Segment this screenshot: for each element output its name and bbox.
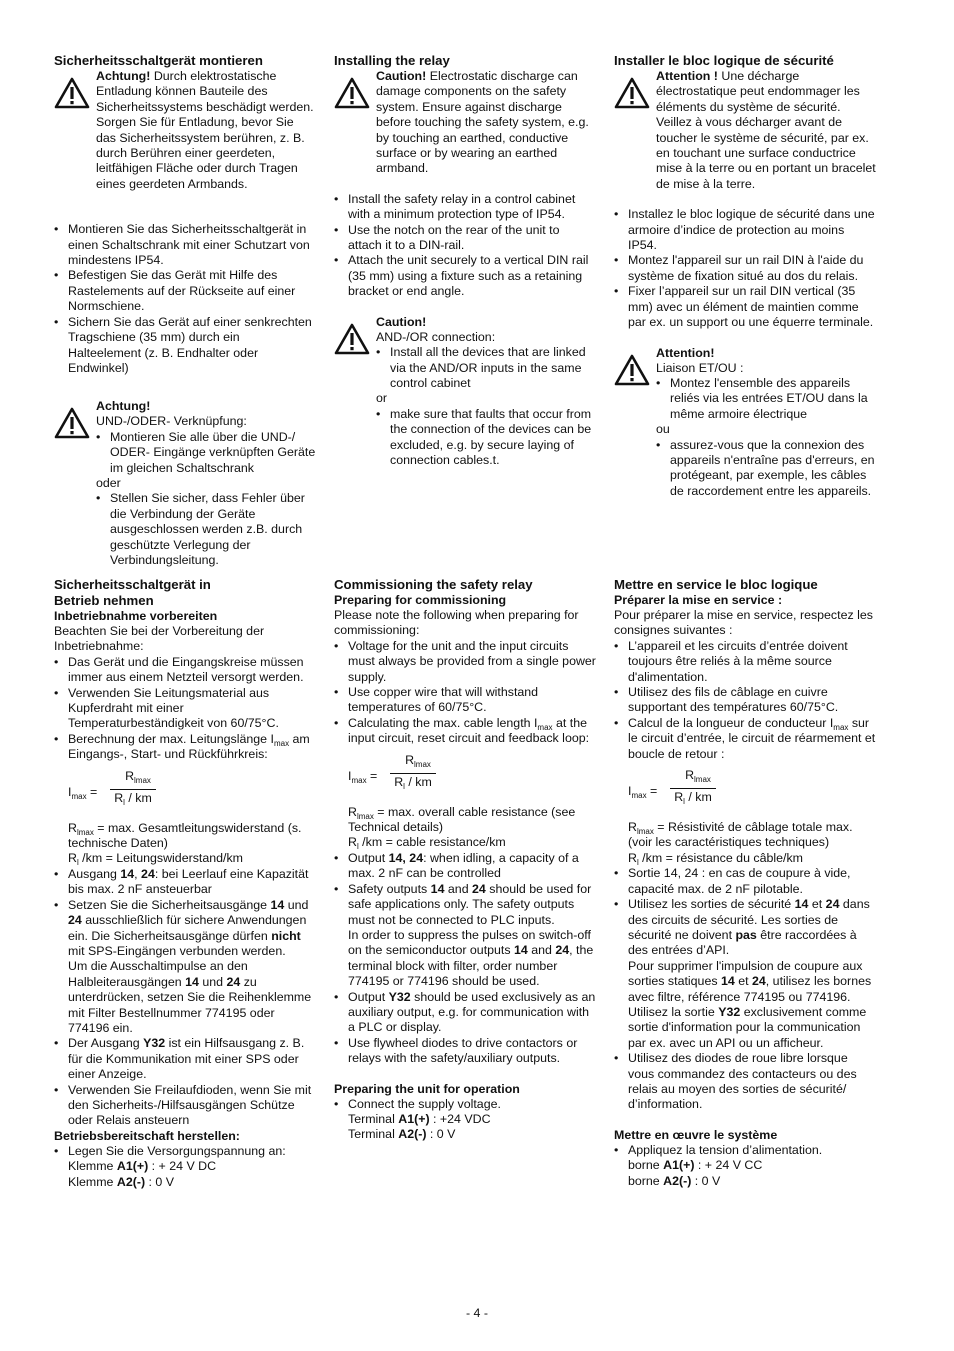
subsection-title: Préparer la mise en service : [614, 593, 783, 607]
section-title: Installer le bloc logique de sécurité [614, 53, 834, 68]
list-item: • Installez le bloc logique de sécurité dans une armoire d’indice de protection au moins IP54. [614, 207, 876, 253]
cable-length-formula: $I_{max}$ = $R_{lmax}$ $R_l$ / km [348, 753, 596, 799]
install-list [334, 192, 596, 300]
section-title: Sicherheitsschaltgerät in Betrieb nehmen [54, 577, 211, 608]
de-install-section [54, 53, 316, 568]
list-item: • Attach the unit securely to a vertical DIN rail (35 mm) using a fixture such as a retaining bracket or end angle. [334, 253, 596, 299]
list-item: • Montieren Sie das Sicherheitsschaltgerät in einen Schaltschrank mit einer Schutzart von mindestens IP54. [54, 222, 316, 268]
warning-triangle-icon [614, 354, 650, 386]
warning-triangle-icon [54, 407, 90, 439]
list-item: • make sure that faults that occur from the connection of the devices can be excluded, e.g. by secure laying of connection cables.t. [376, 407, 596, 469]
list-item: • Montez l'appareil sur un rail DIN à l'aide du système de fixation situé au dos du relais. [614, 253, 876, 284]
en-commissioning-section: Commissioning the safety relay Preparing for commissioning Please note the following when preparing for commissioning: • Voltage for the unit and the input circuits must always be provided from a single power supply. • Use copper wire that will withstand temperatures of 60/75°C. • Calculating the max. cable length $I_{max}$ at the input circuit, reset circuit and feedback loop: $I_{max}$ = $R_{lmax}$ $R_l$ / km $R_{lmax} = \max$. overall cable resistance (see Technical details) $R_l$ /km = cable resistance/km • Output 14, 24: when idling, a capacity of a max. 2 nF can be controlled • Safety outputs 14 and 24 should be used for safe applications only. The safety outputs must not be connected to PLC inputs. In order to suppress the pulses on switch-off on the semiconductor outputs 14 and 24, the terminal block with filter, order number 774195 or 774196 should be used. • Output Y32 should be used exclusively as an auxiliary output, e.g. for communication with a PLC or display. • Use flywheel diodes to drive contactors or relays with the safety/auxiliary outputs. Preparing the unit for operation • Connect the supply voltage. Terminal A1(+) : +24 VDC Terminal A2(-) : 0 V [334, 577, 596, 1143]
caution-esd: Attention ! Une décharge électrostatique peut endommager les éléments du système de sécurité. Veillez à vous décharger avant de toucher le système de sécurité, par ex. en touchant une surface conductrice mise à la terre ou en portant un bracelet de mise à la terre. [614, 69, 876, 192]
fr-install-section [614, 53, 876, 499]
warning-triangle-icon [614, 77, 650, 109]
caution-esd: Achtung! Durch elektrostatische Entladung können Bauteile des Sicherheitssystems beschädigt werden. Sorgen Sie für Entladung, bevor Sie das Sicherheitssystem berühren, z. B. durch Berühren einer geerdeten, leitfähigen Fläche oder durch Tragen eines geerdeten Armbands. [54, 69, 316, 192]
list-item: • Sortie 14, 24 : en cas de coupure à vide, capacité max. de 2 nF pilotable. [614, 866, 876, 897]
list-item: • Ausgang 14, 24: bei Leerlauf eine Kapazität bis max. 2 nF ansteuerbar [54, 867, 316, 898]
list-item: • Berechnung der max. Leitungslänge $I_{max}$ am Eingangs-, Start- und Rückführkreis: [54, 732, 316, 763]
subsection-title: Preparing the unit for operation [334, 1081, 520, 1096]
list-item: • Sichern Sie das Gerät auf einer senkrechten Tragschiene (35 mm) durch ein Halteelement (z. B. Endhalter oder Endwinkel) [54, 315, 316, 377]
list-item: • Montieren Sie alle über die UND-/ ODER- Eingänge verknüpften Geräte im gleichen Schaltschrank [96, 430, 316, 476]
list-item: • Utilisez des fils de câblage en cuivre supportant des températures 60/75°C. [614, 685, 876, 716]
list-item: • Calculating the max. cable length $I_{max}$ at the input circuit, reset circuit and feedback loop: [334, 716, 596, 747]
list-item: • Der Ausgang Y32 ist ein Hilfsausgang z. B. für die Kommunikation mit einer SPS oder einer Anzeige. [54, 1036, 316, 1082]
list-item: • Use copper wire that will withstand temperatures of 60/75°C. [334, 685, 596, 716]
page-number: - 4 - [465, 1306, 489, 1320]
list-item: • assurez-vous que la connexion des appareils n'entraîne pas d'erreurs, en protégeant, par exemple, les câbles de raccordement entre les appareils. [656, 438, 876, 500]
list-item: • Stellen Sie sicher, dass Fehler über die Verbindung der Geräte ausgeschlossen werden z.B. durch geschützte Verlegung der Verbindungsleitung. [96, 491, 316, 568]
list-item: • Use flywheel diodes to drive contactors or relays with the safety/auxiliary outputs. [334, 1036, 596, 1067]
list-item: • Output 14, 24: when idling, a capacity of a max. 2 nF can be controlled [334, 851, 596, 882]
cable-length-formula: $I_{max}$ = $R_{lmax}$ $R_l$ / km [628, 768, 876, 814]
cable-length-formula: $I_{max}$ = $R_{lmax}$ $R_l$ / km [68, 769, 316, 815]
list-item: • Verwenden Sie Leitungsmaterial aus Kupferdraht mit einer Temperaturbeständigkeit von 60/75°C. [54, 686, 316, 732]
list-item: • Calcul de la longueur de conducteur $I_{max}$ sur le circuit d’entrée, le circuit de réarmement et boucle de retour : [614, 716, 876, 762]
caution-and-or: Caution! AND-/OR connection: • Install all the devices that are linked via the AND/OR inputs in the same control cabinet or • make sure that faults that occur from the connection of the devices can be excluded, e.g. by secure laying of connection cables.t. [334, 315, 596, 469]
section-title: Mettre en service le bloc logique [614, 577, 818, 592]
list-item: • Install all the devices that are linked via the AND/OR inputs in the same control cabinet [376, 345, 596, 391]
install-list [54, 222, 316, 376]
section-title: Installing the relay [334, 53, 450, 68]
list-item: • Utilisez les sorties de sécurité 14 et 24 dans des circuits de sécurité. Les sorties de sécurité ne doivent pas être raccordées à des entrées d’API. Pour supprimer l'impulsion de coupure aux sorties statiques 14 et 24, utilisez les bornes avec filtre, référence 774195 ou 774196. Utilisez la sortie Y32 exclusivement comme sortie d'information pour la communication par ex. avec un API ou un afficheur. [614, 897, 876, 1051]
list-item: • Legen Sie die Versorgungspannung an: Klemme A1(+) : + 24 V DC Klemme A2(-) : 0 V [54, 1144, 316, 1190]
list-item: • Das Gerät und die Eingangskreise müssen immer aus einem Netzteil versorgt werden. [54, 655, 316, 686]
caution-and-or: Attention! Liaison ET/OU : • Montez l'ensemble des appareils reliés via les entrées ET/OU dans la même armoire électrique ou • assurez-vous que la connexion des appareils n'entraîne pas d'erreurs, en protégeant, par exemple, les câbles de raccordement entre les appareils. [614, 346, 876, 500]
list-item: • Output Y32 should be used exclusively as an auxiliary output, e.g. for communication with a PLC or display. [334, 990, 596, 1036]
subsection-title: Mettre en œuvre le système [614, 1127, 778, 1142]
list-item: • Connect the supply voltage. Terminal A1(+) : +24 VDC Terminal A2(-) : 0 V [334, 1097, 596, 1143]
subsection-title: Betriebsbereitschaft herstellen: [54, 1128, 240, 1143]
caution-esd: Caution! Electrostatic discharge can damage components on the safety system. Ensure against discharge before touching the safety system, e.g. by touching an earthed, conductive surface or by wearing an earthed armband. [334, 69, 596, 177]
warning-triangle-icon [334, 77, 370, 109]
list-item: • Utilisez des diodes de roue libre lorsque vous commandez des contacteurs ou des relais au moyen des sorties de sécurité/ d’information. [614, 1051, 876, 1113]
en-install-section [334, 53, 596, 468]
fr-commissioning-section: Mettre en service le bloc logique Préparer la mise en service : Pour préparer la mise en service, respectez les consignes suivantes : • L’appareil et les circuits d’entrée doivent toujours être reliés à la même source d'alimentation. • Utilisez des fils de câblage en cuivre supportant des températures 60/75°C. • Calcul de la longueur de conducteur $I_{max}$ sur le circuit d’entrée, le circuit de réarmement et boucle de retour : $I_{max}$ = $R_{lmax}$ $R_l$ / km $R_{lmax}$ = Résistivité de câblage totale max. (voir les caractéristiques techniques) $R_l$ /km = résistance du câble/km • Sortie 14, 24 : en cas de coupure à vide, capacité max. de 2 nF pilotable. • Utilisez les sorties de sécurité 14 et 24 dans des circuits de sécurité. Les sorties de sécurité ne doivent pas être raccordées à des entrées d’API. Pour supprimer l'impulsion de coupure aux sorties statiques 14 et 24, utilisez les bornes avec filtre, référence 774195 ou 774196. Utilisez la sortie Y32 exclusivement comme sortie d'information pour la communication par ex. avec un API ou un afficheur. • Utilisez des diodes de roue libre lorsque vous commandez des contacteurs ou des relais au moyen des sorties de sécurité/ d’information. Mettre en œuvre le système • Appliquez la tension d’alimentation. borne A1(+) : + 24 V CC borne A2(-) : 0 V [614, 577, 876, 1189]
warning-triangle-icon [334, 323, 370, 355]
section-title: Sicherheitsschaltgerät montieren [54, 53, 263, 68]
list-item: • Install the safety relay in a control cabinet with a minimum protection type of IP54. [334, 192, 596, 223]
subsection-title: Inbetriebnahme vorbereiten [54, 609, 218, 623]
list-item: • Voltage for the unit and the input circuits must always be provided from a single power supply. [334, 639, 596, 685]
list-item: • Appliquez la tension d’alimentation. borne A1(+) : + 24 V CC borne A2(-) : 0 V [614, 1143, 876, 1189]
list-item: • Montez l'ensemble des appareils reliés via les entrées ET/OU dans la même armoire électrique [656, 376, 876, 422]
list-item: • Verwenden Sie Freilaufdioden, wenn Sie mit den Sicherheits-/Hilfsausgängen Schütze oder Relais ansteuern [54, 1083, 316, 1129]
list-item: • Fixer l’appareil sur un rail DIN vertical (35 mm) avec un élément de maintien comme par ex. un support ou une équerre terminale. [614, 284, 876, 330]
list-item: • Safety outputs 14 and 24 should be used for safe applications only. The safety outputs must not be connected to PLC inputs. In order to suppress the pulses on switch-off on the semiconductor outputs 14 and 24, the terminal block with filter, order number 774195 or 774196 should be used. [334, 882, 596, 990]
list-item: • Befestigen Sie das Gerät mit Hilfe des Rastelements auf der Rückseite auf einer Normschiene. [54, 268, 316, 314]
list-item: • Setzen Sie die Sicherheitsausgänge 14 und 24 ausschließlich für sichere Anwendungen ein. Die Sicherheitsausgänge dürfen nicht mit SPS-Eingängen verbunden werden. Um die Ausschaltimpulse an den Halbleiterausgängen 14 und 24 zu unterdrücken, setzen Sie die Reihenklemme mit Filter Bestellnummer 774195 oder 774196 ein. [54, 898, 316, 1037]
section-title: Commissioning the safety relay [334, 577, 533, 592]
subsection-title: Preparing for commissioning [334, 593, 507, 607]
caution-and-or: Achtung! UND-/ODER- Verknüpfung: • Montieren Sie alle über die UND-/ ODER- Eingänge verknüpften Geräte im gleichen Schaltschrank oder • Stellen Sie sicher, dass Fehler über die Verbindung der Geräte ausgeschlossen werden z.B. durch geschützte Verlegung der Verbindungsleitung. [54, 399, 316, 568]
install-list [614, 207, 876, 330]
warning-triangle-icon [54, 77, 90, 109]
list-item: • L’appareil et les circuits d’entrée doivent toujours être reliés à la même source d'alimentation. [614, 639, 876, 685]
list-item: • Use the notch on the rear of the unit to attach it to a DIN-rail. [334, 223, 596, 254]
de-commissioning-section: Sicherheitsschaltgerät in Betrieb nehmen Inbetriebnahme vorbereiten Beachten Sie bei der Vorbereitung der Inbetriebnahme: • Das Gerät und die Eingangskreise müssen immer aus einem Netzteil versorgt werden. • Verwenden Sie Leitungsmaterial aus Kupferdraht mit einer Temperaturbeständigkeit von 60/75°C. • Berechnung der max. Leitungslänge $I_{max}$ am Eingangs-, Start- und Rückführkreis: $I_{max}$ = $R_{lmax}$ $R_l$ / km $R_{lmax} = \max$. Gesamtleitungswiderstand (s. technische Daten) $R_l$ /km = Leitungswiderstand/km • Ausgang 14, 24: bei Leerlauf eine Kapazität bis max. 2 nF ansteuerbar • Setzen Sie die Sicherheitsausgänge 14 und 24 ausschließlich für sichere Anwendungen ein. Die Sicherheitsausgänge dürfen nicht mit SPS-Eingängen verbunden werden. Um die Ausschaltimpulse an den Halbleiterausgängen 14 und 24 zu unterdrücken, setzen Sie die Reihenklemme mit Filter Bestellnummer 774195 oder 774196 ein. • Der Ausgang Y32 ist ein Hilfsausgang z. B. für die Kommunikation mit einer SPS oder einer Anzeige. • Verwenden Sie Freilaufdioden, wenn Sie mit den Sicherheits-/Hilfsausgängen Schütze oder Relais ansteuern Betriebsbereitschaft herstellen: • Legen Sie die Versorgungspannung an: Klemme A1(+) : + 24 V DC Klemme A2(-) : 0 V [54, 577, 316, 1190]
